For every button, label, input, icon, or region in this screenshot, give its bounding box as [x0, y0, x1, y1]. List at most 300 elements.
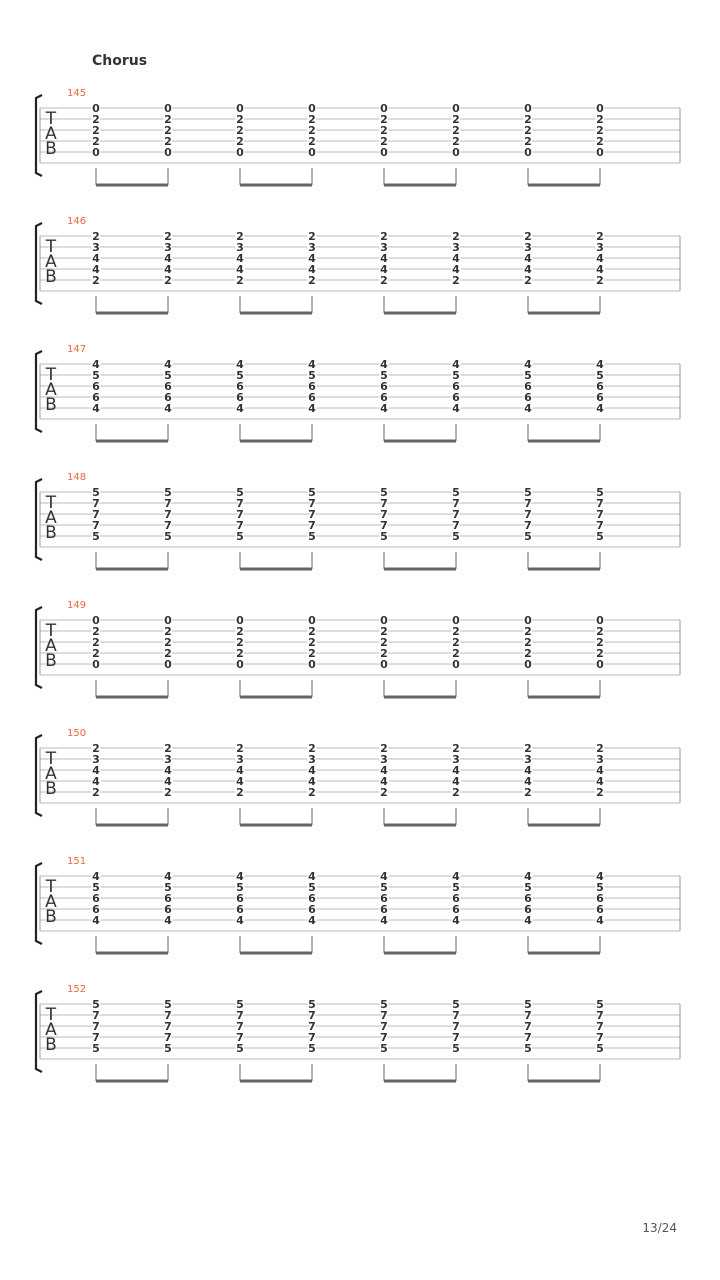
- fret-number: 2: [596, 625, 604, 638]
- fret-number: 2: [380, 124, 388, 137]
- fret-number: 3: [452, 753, 460, 766]
- fret-number: 0: [596, 658, 604, 671]
- fret-number: 2: [524, 124, 532, 137]
- fret-number: 2: [308, 230, 316, 243]
- system-bracket: [36, 607, 42, 688]
- fret-number: 0: [308, 102, 316, 115]
- fret-number: 5: [308, 530, 316, 543]
- fret-number: 4: [596, 402, 604, 415]
- fret-number: 6: [236, 380, 244, 393]
- note-beam: [96, 1080, 168, 1083]
- note-beam: [240, 184, 312, 187]
- fret-number: 7: [524, 508, 532, 521]
- fret-number: 5: [452, 486, 460, 499]
- tab-clef-letter: T: [45, 749, 57, 769]
- fret-number: 7: [452, 1031, 460, 1044]
- fret-number: 7: [596, 519, 604, 532]
- fret-number: 2: [524, 113, 532, 126]
- fret-number: 4: [452, 914, 460, 927]
- fret-number: 3: [236, 241, 244, 254]
- note-beam: [528, 184, 600, 187]
- fret-number: 2: [596, 113, 604, 126]
- fret-number: 6: [92, 391, 100, 404]
- fret-number: 5: [452, 881, 460, 894]
- fret-number: 0: [452, 102, 460, 115]
- fret-number: 7: [164, 497, 172, 510]
- fret-number: 4: [380, 263, 388, 276]
- fret-number: 7: [524, 1031, 532, 1044]
- tab-clef-letter: T: [45, 493, 57, 513]
- fret-number: 2: [164, 274, 172, 287]
- note-beam: [528, 312, 600, 315]
- fret-number: 2: [596, 636, 604, 649]
- fret-number: 5: [596, 881, 604, 894]
- fret-number: 6: [380, 380, 388, 393]
- tab-clef-letter: T: [45, 237, 57, 257]
- fret-number: 4: [524, 775, 532, 788]
- fret-number: 5: [380, 369, 388, 382]
- system-bracket: [36, 863, 42, 944]
- fret-number: 5: [92, 998, 100, 1011]
- fret-number: 5: [92, 486, 100, 499]
- fret-number: 5: [524, 998, 532, 1011]
- fret-number: 4: [164, 252, 172, 265]
- fret-number: 2: [524, 647, 532, 660]
- fret-number: 7: [92, 508, 100, 521]
- fret-number: 5: [452, 1042, 460, 1055]
- fret-number: 3: [308, 753, 316, 766]
- fret-number: 7: [92, 1020, 100, 1033]
- fret-number: 2: [92, 647, 100, 660]
- fret-number: 0: [236, 102, 244, 115]
- fret-number: 4: [380, 252, 388, 265]
- fret-number: 2: [92, 625, 100, 638]
- tab-clef-letter: T: [45, 877, 57, 897]
- fret-number: 4: [452, 358, 460, 371]
- tab-clef-letter: A: [45, 124, 57, 144]
- note-beam: [96, 184, 168, 187]
- fret-number: 5: [92, 881, 100, 894]
- fret-number: 2: [380, 113, 388, 126]
- fret-number: 0: [524, 102, 532, 115]
- fret-number: 2: [308, 647, 316, 660]
- fret-number: 2: [524, 636, 532, 649]
- note-beam: [96, 568, 168, 571]
- fret-number: 4: [380, 764, 388, 777]
- fret-number: 7: [308, 497, 316, 510]
- fret-number: 2: [236, 647, 244, 660]
- tab-clef-letter: B: [45, 907, 57, 927]
- fret-number: 5: [308, 486, 316, 499]
- fret-number: 4: [236, 914, 244, 927]
- fret-number: 7: [452, 508, 460, 521]
- fret-number: 7: [236, 497, 244, 510]
- note-beam: [240, 952, 312, 955]
- fret-number: 7: [380, 1031, 388, 1044]
- fret-number: 2: [164, 786, 172, 799]
- fret-number: 2: [524, 742, 532, 755]
- fret-number: 7: [596, 1031, 604, 1044]
- fret-number: 3: [164, 753, 172, 766]
- fret-number: 4: [236, 775, 244, 788]
- fret-number: 2: [236, 786, 244, 799]
- fret-number: 5: [524, 1042, 532, 1055]
- measure-number: 148: [67, 472, 87, 483]
- fret-number: 7: [164, 1020, 172, 1033]
- fret-number: 6: [92, 903, 100, 916]
- fret-number: 5: [380, 881, 388, 894]
- fret-number: 3: [380, 241, 388, 254]
- fret-number: 7: [596, 1020, 604, 1033]
- fret-number: 4: [164, 870, 172, 883]
- fret-number: 4: [452, 775, 460, 788]
- fret-number: 6: [524, 380, 532, 393]
- fret-number: 0: [380, 614, 388, 627]
- fret-number: 7: [92, 497, 100, 510]
- fret-number: 2: [308, 124, 316, 137]
- fret-number: 4: [236, 870, 244, 883]
- fret-number: 6: [164, 380, 172, 393]
- fret-number: 5: [236, 1042, 244, 1055]
- fret-number: 4: [524, 263, 532, 276]
- note-beam: [528, 696, 600, 699]
- tab-clef-letter: B: [45, 651, 57, 671]
- fret-number: 5: [92, 530, 100, 543]
- fret-number: 2: [92, 113, 100, 126]
- fret-number: 2: [236, 636, 244, 649]
- fret-number: 2: [452, 647, 460, 660]
- fret-number: 4: [452, 870, 460, 883]
- fret-number: 6: [236, 391, 244, 404]
- fret-number: 6: [92, 892, 100, 905]
- fret-number: 4: [236, 252, 244, 265]
- fret-number: 0: [308, 658, 316, 671]
- fret-number: 5: [164, 530, 172, 543]
- fret-number: 2: [236, 742, 244, 755]
- fret-number: 4: [524, 358, 532, 371]
- note-beam: [528, 440, 600, 443]
- system-bracket: [36, 991, 42, 1072]
- fret-number: 5: [596, 369, 604, 382]
- note-beam: [240, 568, 312, 571]
- fret-number: 2: [164, 124, 172, 137]
- fret-number: 4: [92, 402, 100, 415]
- fret-number: 4: [92, 764, 100, 777]
- fret-number: 7: [236, 1020, 244, 1033]
- fret-number: 4: [524, 914, 532, 927]
- fret-number: 7: [524, 519, 532, 532]
- system-bracket: [36, 735, 42, 816]
- fret-number: 7: [308, 1020, 316, 1033]
- fret-number: 4: [164, 775, 172, 788]
- fret-number: 6: [596, 903, 604, 916]
- note-beam: [384, 312, 456, 315]
- fret-number: 2: [236, 230, 244, 243]
- fret-number: 4: [452, 402, 460, 415]
- fret-number: 6: [596, 380, 604, 393]
- tab-clef-letter: A: [45, 508, 57, 528]
- fret-number: 4: [92, 252, 100, 265]
- fret-number: 0: [164, 102, 172, 115]
- fret-number: 4: [596, 263, 604, 276]
- fret-number: 5: [236, 486, 244, 499]
- fret-number: 2: [380, 636, 388, 649]
- fret-number: 6: [92, 380, 100, 393]
- fret-number: 4: [92, 358, 100, 371]
- fret-number: 4: [380, 914, 388, 927]
- measure-number: 151: [67, 856, 87, 867]
- fret-number: 7: [380, 1020, 388, 1033]
- fret-number: 5: [524, 881, 532, 894]
- fret-number: 0: [236, 614, 244, 627]
- fret-number: 5: [524, 369, 532, 382]
- fret-number: 2: [524, 230, 532, 243]
- fret-number: 7: [452, 1020, 460, 1033]
- tab-clef-letter: B: [45, 267, 57, 287]
- fret-number: 4: [308, 870, 316, 883]
- fret-number: 6: [380, 391, 388, 404]
- note-beam: [96, 696, 168, 699]
- fret-number: 0: [236, 658, 244, 671]
- measure-number: 146: [67, 216, 87, 227]
- fret-number: 3: [380, 753, 388, 766]
- note-beam: [240, 824, 312, 827]
- fret-number: 7: [164, 1031, 172, 1044]
- fret-number: 0: [92, 146, 100, 159]
- fret-number: 2: [92, 230, 100, 243]
- fret-number: 7: [452, 497, 460, 510]
- fret-number: 0: [596, 102, 604, 115]
- fret-number: 2: [236, 135, 244, 148]
- tab-clef-letter: B: [45, 1035, 57, 1055]
- fret-number: 0: [596, 614, 604, 627]
- fret-number: 3: [308, 241, 316, 254]
- fret-number: 4: [308, 764, 316, 777]
- fret-number: 6: [596, 892, 604, 905]
- fret-number: 4: [524, 252, 532, 265]
- fret-number: 2: [596, 135, 604, 148]
- fret-number: 0: [452, 614, 460, 627]
- fret-number: 2: [596, 647, 604, 660]
- fret-number: 2: [92, 786, 100, 799]
- fret-number: 6: [164, 892, 172, 905]
- fret-number: 4: [164, 914, 172, 927]
- tab-clef-letter: B: [45, 395, 57, 415]
- note-beam: [528, 568, 600, 571]
- fret-number: 2: [452, 786, 460, 799]
- fret-number: 5: [92, 1042, 100, 1055]
- measure-number: 150: [67, 728, 87, 739]
- fret-number: 3: [524, 241, 532, 254]
- fret-number: 7: [596, 1009, 604, 1022]
- fret-number: 5: [236, 369, 244, 382]
- fret-number: 4: [236, 764, 244, 777]
- fret-number: 5: [596, 530, 604, 543]
- fret-number: 2: [596, 230, 604, 243]
- fret-number: 4: [452, 263, 460, 276]
- fret-number: 2: [308, 636, 316, 649]
- fret-number: 4: [596, 358, 604, 371]
- fret-number: 2: [164, 230, 172, 243]
- fret-number: 5: [308, 998, 316, 1011]
- fret-number: 4: [236, 402, 244, 415]
- fret-number: 6: [380, 892, 388, 905]
- fret-number: 5: [524, 486, 532, 499]
- fret-number: 5: [596, 1042, 604, 1055]
- fret-number: 2: [452, 274, 460, 287]
- tab-clef-letter: T: [45, 109, 57, 129]
- fret-number: 2: [596, 274, 604, 287]
- fret-number: 4: [92, 775, 100, 788]
- fret-number: 4: [308, 775, 316, 788]
- tab-clef-letter: A: [45, 892, 57, 912]
- fret-number: 2: [164, 647, 172, 660]
- fret-number: 5: [380, 486, 388, 499]
- fret-number: 2: [380, 135, 388, 148]
- note-beam: [384, 952, 456, 955]
- fret-number: 4: [92, 263, 100, 276]
- note-beam: [240, 312, 312, 315]
- fret-number: 7: [308, 1009, 316, 1022]
- fret-number: 0: [164, 658, 172, 671]
- tab-clef-letter: B: [45, 139, 57, 159]
- note-beam: [96, 440, 168, 443]
- fret-number: 7: [524, 1020, 532, 1033]
- fret-number: 4: [308, 914, 316, 927]
- system-bracket: [36, 95, 42, 176]
- measure-number: 145: [67, 88, 87, 99]
- fret-number: 7: [308, 1031, 316, 1044]
- fret-number: 7: [236, 508, 244, 521]
- fret-number: 0: [308, 614, 316, 627]
- fret-number: 6: [452, 391, 460, 404]
- fret-number: 2: [92, 124, 100, 137]
- fret-number: 0: [308, 146, 316, 159]
- fret-number: 5: [524, 530, 532, 543]
- fret-number: 2: [452, 230, 460, 243]
- fret-number: 7: [308, 519, 316, 532]
- fret-number: 4: [236, 358, 244, 371]
- fret-number: 2: [524, 786, 532, 799]
- fret-number: 6: [452, 380, 460, 393]
- fret-number: 6: [524, 892, 532, 905]
- fret-number: 2: [596, 786, 604, 799]
- fret-number: 2: [164, 135, 172, 148]
- fret-number: 0: [92, 614, 100, 627]
- fret-number: 2: [92, 742, 100, 755]
- fret-number: 4: [380, 870, 388, 883]
- fret-number: 4: [596, 870, 604, 883]
- fret-number: 7: [164, 508, 172, 521]
- note-beam: [528, 824, 600, 827]
- fret-number: 2: [164, 625, 172, 638]
- fret-number: 6: [452, 903, 460, 916]
- fret-number: 3: [164, 241, 172, 254]
- fret-number: 2: [380, 230, 388, 243]
- fret-number: 2: [596, 124, 604, 137]
- fret-number: 2: [380, 786, 388, 799]
- fret-number: 4: [380, 358, 388, 371]
- fret-number: 5: [452, 998, 460, 1011]
- fret-number: 7: [524, 1009, 532, 1022]
- fret-number: 2: [452, 113, 460, 126]
- fret-number: 0: [92, 658, 100, 671]
- fret-number: 6: [452, 892, 460, 905]
- fret-number: 6: [380, 903, 388, 916]
- fret-number: 4: [92, 914, 100, 927]
- fret-number: 6: [308, 892, 316, 905]
- fret-number: 4: [596, 775, 604, 788]
- fret-number: 0: [164, 146, 172, 159]
- fret-number: 3: [596, 753, 604, 766]
- fret-number: 4: [164, 764, 172, 777]
- fret-number: 4: [452, 252, 460, 265]
- fret-number: 2: [164, 742, 172, 755]
- fret-number: 4: [308, 263, 316, 276]
- fret-number: 6: [164, 391, 172, 404]
- fret-number: 5: [308, 369, 316, 382]
- fret-number: 4: [92, 870, 100, 883]
- fret-number: 5: [596, 998, 604, 1011]
- fret-number: 0: [452, 146, 460, 159]
- fret-number: 4: [380, 402, 388, 415]
- fret-number: 2: [308, 786, 316, 799]
- fret-number: 4: [236, 263, 244, 276]
- fret-number: 4: [380, 775, 388, 788]
- fret-number: 2: [452, 742, 460, 755]
- page-number: 13/24: [642, 1221, 677, 1235]
- fret-number: 2: [596, 742, 604, 755]
- fret-number: 0: [452, 658, 460, 671]
- fret-number: 0: [380, 658, 388, 671]
- fret-number: 4: [164, 358, 172, 371]
- tab-clef-letter: B: [45, 523, 57, 543]
- fret-number: 4: [596, 252, 604, 265]
- fret-number: 0: [524, 614, 532, 627]
- fret-number: 2: [380, 742, 388, 755]
- fret-number: 2: [92, 274, 100, 287]
- fret-number: 5: [236, 530, 244, 543]
- fret-number: 5: [164, 881, 172, 894]
- fret-number: 4: [452, 764, 460, 777]
- section-title: Chorus: [92, 53, 148, 69]
- fret-number: 4: [524, 402, 532, 415]
- fret-number: 2: [452, 135, 460, 148]
- fret-number: 6: [524, 391, 532, 404]
- fret-number: 7: [164, 519, 172, 532]
- fret-number: 4: [596, 764, 604, 777]
- fret-number: 0: [380, 102, 388, 115]
- fret-number: 7: [596, 497, 604, 510]
- fret-number: 5: [92, 369, 100, 382]
- fret-number: 6: [308, 903, 316, 916]
- note-beam: [240, 440, 312, 443]
- fret-number: 2: [308, 113, 316, 126]
- fret-number: 5: [596, 486, 604, 499]
- fret-number: 5: [308, 881, 316, 894]
- note-beam: [96, 312, 168, 315]
- fret-number: 4: [308, 358, 316, 371]
- fret-number: 7: [236, 1031, 244, 1044]
- fret-number: 7: [380, 1009, 388, 1022]
- fret-number: 2: [236, 113, 244, 126]
- fret-number: 2: [308, 135, 316, 148]
- fret-number: 5: [380, 1042, 388, 1055]
- fret-number: 3: [524, 753, 532, 766]
- note-beam: [384, 440, 456, 443]
- fret-number: 6: [308, 380, 316, 393]
- fret-number: 7: [236, 1009, 244, 1022]
